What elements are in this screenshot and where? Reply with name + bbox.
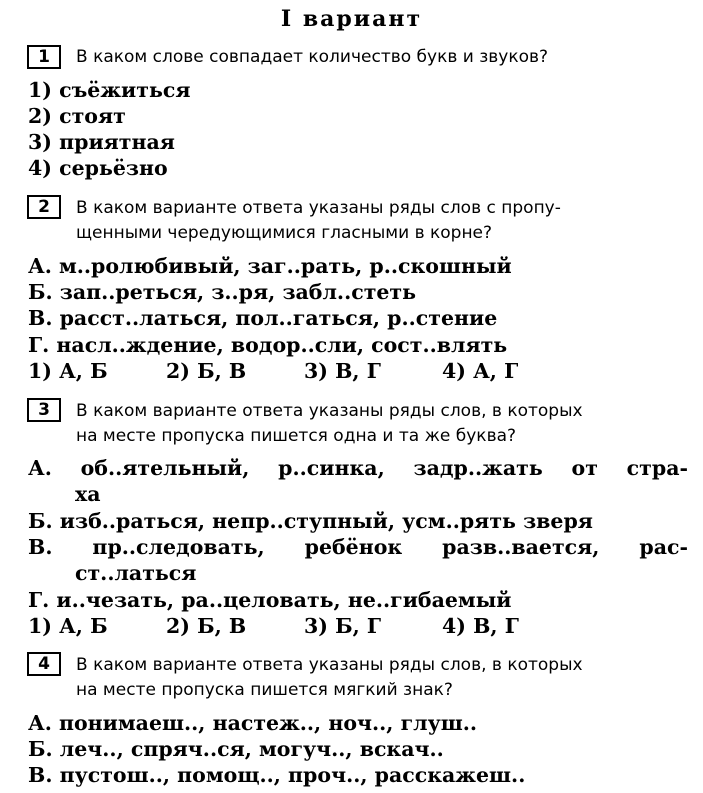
question-2-text-line-2: щенными чередующимися гласными в корне?	[76, 223, 493, 243]
question-1-option-4: 4) серьёзно	[28, 156, 168, 180]
question-3-answer-1: 1) А, Б	[28, 614, 108, 638]
page-title: I вариант	[280, 6, 423, 32]
question-1-option-1: 1) съёжиться	[28, 78, 191, 102]
question-1-text: В каком слове совпадает количество букв и звуков?	[76, 47, 549, 67]
question-number-3: 3	[27, 398, 61, 422]
question-number-1: 1	[27, 45, 61, 69]
question-3-row-v-cont: ст..латься	[75, 561, 197, 585]
question-3-row-a-cont: ха	[75, 482, 101, 506]
question-2-answer-4: 4) А, Г	[442, 359, 519, 383]
question-4-row-v: В. пустош.., помощ.., проч.., расскажеш..	[28, 763, 526, 787]
question-3-row-g: Г. и..чезать, ра..целовать, не..гибаемый	[28, 588, 512, 612]
question-4-text-line-2: на месте пропуска пишется мягкий знак?	[76, 680, 453, 700]
question-2-answers	[28, 358, 688, 384]
question-2-row-b: Б. зап..реться, з..ря, забл..стеть	[28, 280, 417, 304]
question-4-row-a: А. понимаеш.., настеж.., ноч.., глуш..	[28, 711, 478, 735]
question-1-option-2: 2) стоят	[28, 104, 126, 128]
question-4-row-b: Б. леч.., спряч..ся, могуч.., вскач..	[28, 737, 444, 761]
question-4-text-line-1: В каком варианте ответа указаны ряды слов, в которых	[76, 655, 583, 675]
question-number-2: 2	[27, 195, 61, 219]
question-2-answer-2: 2) Б, В	[166, 359, 247, 383]
question-2-answer-1: 1) А, Б	[28, 359, 108, 383]
question-1-option-3: 3) приятная	[28, 130, 175, 154]
question-3-row-v: В. пр..следовать, ребёнок разв..вается, рас-	[28, 535, 688, 559]
question-number-4: 4	[27, 652, 61, 676]
question-3-answer-4: 4) В, Г	[442, 614, 519, 638]
question-3-row-a: А. об..ятельный, р..синка, задр..жать от стра-	[28, 456, 688, 480]
question-2-row-v: В. расст..латься, пол..гаться, р..стение	[28, 306, 498, 330]
question-2-answer-3: 3) В, Г	[304, 359, 381, 383]
question-3-answers	[28, 613, 688, 639]
question-3-row-b: Б. изб..раться, непр..ступный, усм..рять зверя	[28, 509, 593, 533]
question-3-text-line-1: В каком варианте ответа указаны ряды слов, в которых	[76, 401, 583, 421]
question-3-answer-2: 2) Б, В	[166, 614, 247, 638]
question-2-row-g: Г. насл..ждение, водор..сли, сост..влять	[28, 333, 508, 357]
question-2-text-line-1: В каком варианте ответа указаны ряды слов с пропу-	[76, 198, 561, 218]
question-3-text-line-2: на месте пропуска пишется одна и та же буква?	[76, 426, 517, 446]
question-3-answer-3: 3) Б, Г	[304, 614, 382, 638]
question-2-row-a: А. м..ролюбивый, заг..рать, р..скошный	[28, 254, 512, 278]
